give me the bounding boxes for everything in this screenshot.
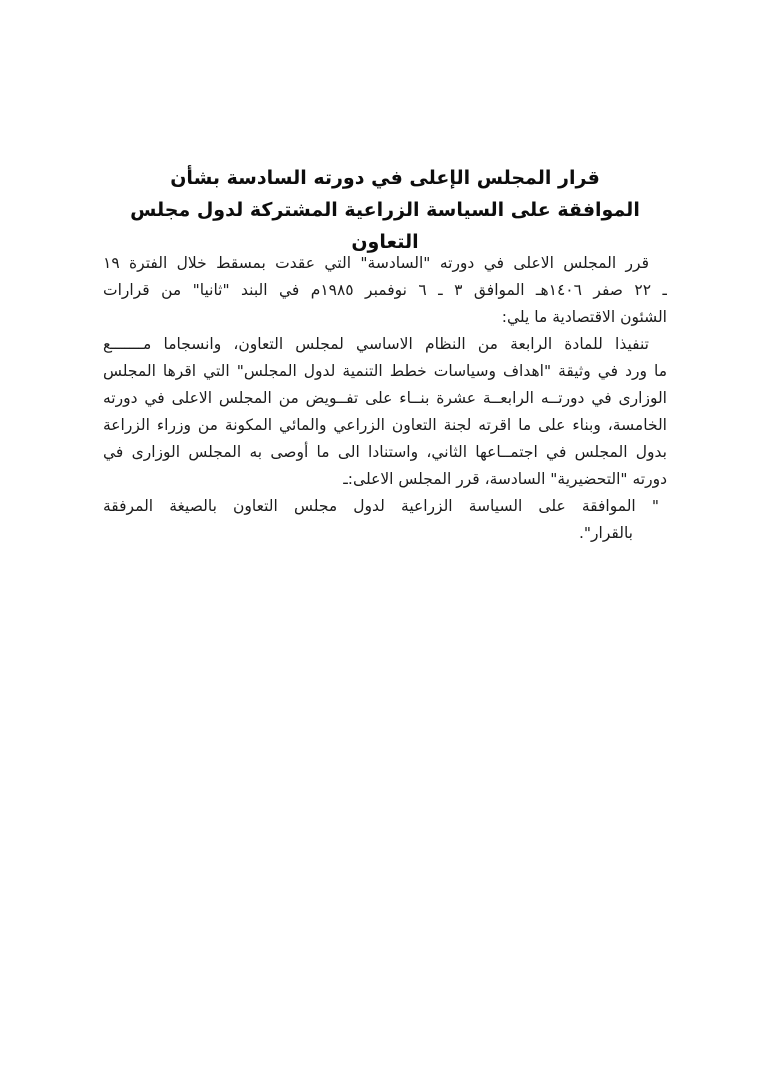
paragraph-1-line-2: ـ ٢٢ صفر ١٤٠٦هـ الموافق ٣ ـ ٦ نوفمبر ١٩٨٥م في البند "ثانيا" من قرارات	[103, 281, 667, 299]
paragraph-2-line-4: الخامسة، وبناء على ما اقرته لجنة التعاون الزراعي والمائي المكونة من وزراء الزراعة	[103, 416, 667, 434]
paragraph-3-line-1: " الموافقة على السياسة الزراعية لدول مجلس التعاون بالصيغة المرفقة	[103, 497, 659, 515]
paragraph-2-line-2: ما ورد في وثيقة "اهداف وسياسات خطط التنمية لدول المجلس" التي اقرها المجلس	[103, 362, 667, 380]
document-title	[103, 162, 667, 258]
paragraph-2-line-1: تنفيذا للمادة الرابعة من النظام الاساسي لمجلس التعاون، وانسجاما مـــــــع	[103, 335, 649, 353]
document-title-line-1: قرار المجلس الإعلى في دورته السادسة بشأن	[170, 167, 600, 189]
document-body	[103, 250, 667, 547]
document-title-line-2: الموافقة على السياسة الزراعية المشتركة لدول مجلس التعاون	[130, 199, 640, 253]
paragraph-2-line-6: دورته "التحضيرية" السادسة، قرر المجلس الاعلى:ـ	[343, 470, 667, 488]
paragraph-1-line-3: الشئون الاقتصادية ما يلي:	[501, 308, 667, 326]
paragraph-2-line-5: بدول المجلس في اجتمــاعها الثاني، واستنادا الى ما أوصى به المجلس الوزارى في	[103, 443, 667, 461]
paragraph-3-line-2: بالقرار".	[578, 524, 633, 542]
paragraph-1-line-1: قرر المجلس الاعلى في دورته "السادسة" التي عقدت بمسقط خلال الفترة ١٩	[103, 254, 649, 272]
paragraph-2-line-3: الوزارى في دورتــه الرابعــة عشرة بنــاء على تفــويض من المجلس الاعلى في دورته	[103, 389, 667, 407]
